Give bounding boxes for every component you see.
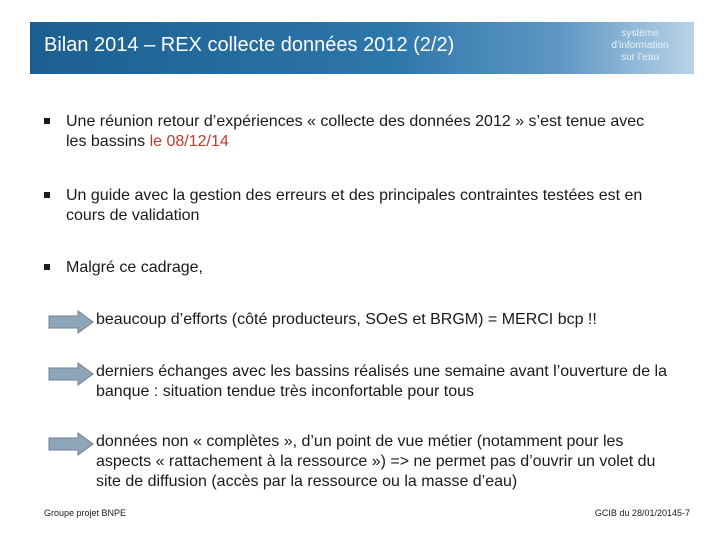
- arrow-text-3: données non « complètes », d’un point de vue métier (notamment pour les aspects « rattachement à la ressource ») => ne permet pas d’ouvrir un volet du site de diffusion (accès par la ressource ou la masse d’eau): [96, 433, 656, 490]
- date-highlight: le 08/12/14: [149, 133, 229, 150]
- right-arrow-icon: [48, 432, 94, 456]
- square-bullet-icon: [44, 118, 50, 124]
- title-bar: [30, 22, 694, 74]
- square-bullet-icon: [44, 264, 50, 270]
- sie-logo: [600, 28, 680, 64]
- right-arrow-icon: [48, 310, 94, 334]
- logo-line-2: d’information: [611, 40, 669, 51]
- square-bullet-icon: [44, 192, 50, 198]
- logo-line-3: sur l’eau: [621, 52, 659, 63]
- bullet-text-2: Un guide avec la gestion des erreurs et des principales contraintes testées est en cours de validation: [66, 187, 643, 224]
- right-arrow-icon: [48, 362, 94, 386]
- arrow-text-1: beaucoup d’efforts (côté producteurs, SOeS et BRGM) = MERCI bcp !!: [96, 311, 597, 328]
- bullet-text-1: [66, 112, 666, 152]
- bullet-text-3: Malgré ce cadrage,: [66, 259, 203, 276]
- arrow-text-2: derniers échanges avec les bassins réalisés une semaine avant l’ouverture de la banque : situation tendue très inconfortable pour tous: [96, 363, 667, 400]
- footer-right: GCIB du 28/01/20145-7: [594, 508, 690, 518]
- footer-left: Groupe projet BNPE: [44, 508, 127, 518]
- logo-line-1: système: [621, 28, 659, 39]
- slide-title: Bilan 2014 – REX collecte données 2012 (2/2): [44, 34, 455, 56]
- bullet-text-1-main: Une réunion retour d’expériences « collecte des données 2012 » s’est tenue avec les bassins: [66, 113, 645, 150]
